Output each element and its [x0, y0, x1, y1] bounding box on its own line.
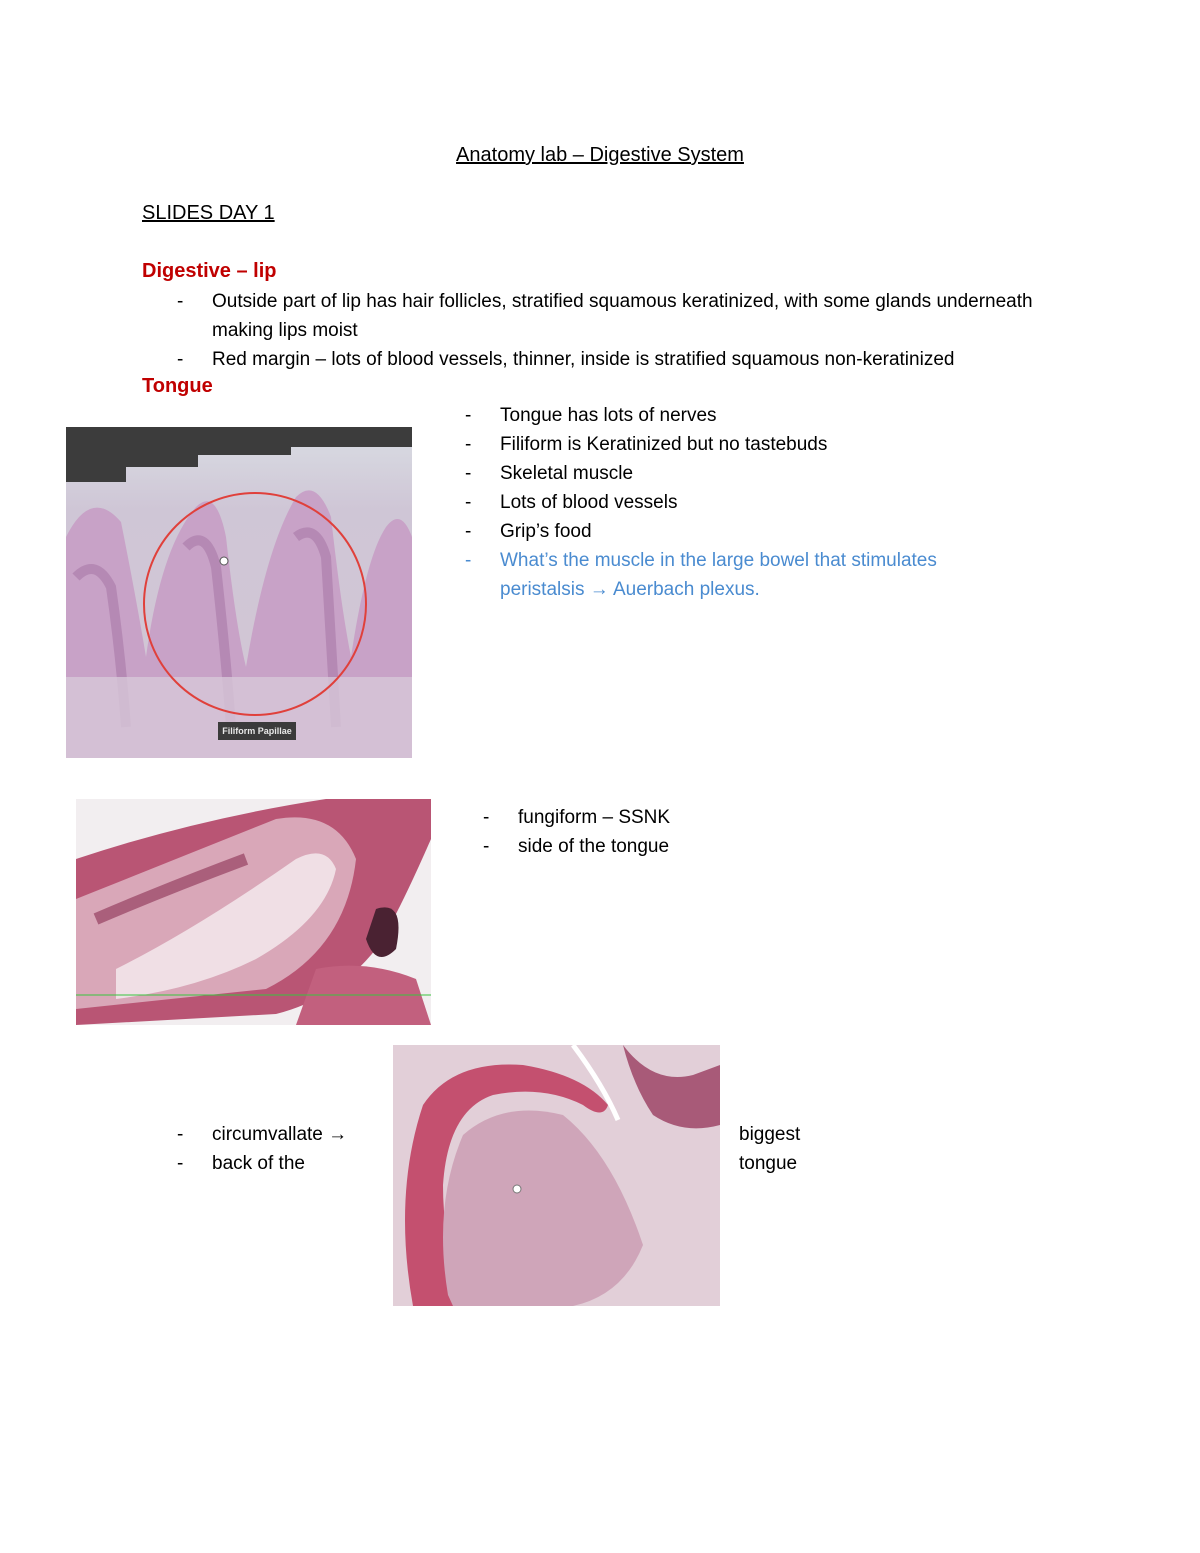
tongue-heading: Tongue — [142, 375, 213, 397]
fungiform-bullet-1: fungiform – SSNK — [518, 807, 671, 828]
tongue-bullet-5: Grip’s food — [500, 521, 592, 542]
fungiform-micrograph-art — [76, 799, 431, 1025]
dash-mark: - — [465, 550, 472, 571]
dash-mark: - — [465, 521, 472, 542]
dash-mark: - — [465, 463, 472, 484]
filiform-micrograph — [66, 427, 412, 758]
circumvallate-bullet-1: circumvallate → — [212, 1124, 348, 1145]
dash-mark: - — [177, 349, 184, 370]
tongue-bullet-4: Lots of blood vessels — [500, 492, 678, 513]
lip-heading: Digestive – lip — [142, 260, 277, 282]
list-item — [177, 345, 1072, 374]
dash-mark: - — [465, 492, 472, 513]
tongue-bullet-1: Tongue has lots of nerves — [500, 405, 717, 426]
filiform-label: Filiform Papillae — [218, 722, 296, 740]
fungiform-bullet-2: side of the tongue — [518, 836, 670, 857]
dash-mark: - — [483, 836, 490, 857]
section-heading: SLIDES DAY 1 — [142, 202, 275, 224]
dash-mark: - — [465, 405, 472, 426]
question-line-2: peristalsis → Auerbach plexus. — [500, 579, 760, 600]
question-item — [465, 546, 1120, 604]
fungiform-bullets — [483, 803, 918, 861]
list-item — [483, 832, 918, 861]
lip-bullet-1: Outside part of lip has hair follicles, stratified squamous keratinized, with some glands underneath making lips moist — [212, 291, 1033, 341]
dash-mark: - — [177, 291, 184, 312]
circumvallate-bullet-2: back of the — [212, 1153, 305, 1174]
list-item — [465, 488, 1120, 517]
circumvallate-continuation — [739, 1120, 800, 1178]
question-line-1: What’s the muscle in the large bowel that stimulates — [500, 550, 937, 571]
tongue-bullet-2: Filiform is Keratinized but no tastebuds — [500, 434, 828, 455]
filiform-micrograph-art — [66, 427, 412, 758]
dash-mark: - — [177, 1153, 184, 1174]
list-item — [465, 430, 1120, 459]
dash-mark: - — [483, 807, 490, 828]
continuation-word-1: biggest — [739, 1124, 801, 1145]
page-title: Anatomy lab – Digestive System — [456, 144, 744, 166]
continuation-word-2: tongue — [739, 1153, 798, 1174]
lip-bullet-2: Red margin – lots of blood vessels, thinner, inside is stratified squamous non-keratinized — [212, 349, 955, 370]
circumvallate-micrograph — [393, 1045, 720, 1306]
list-item — [483, 803, 918, 832]
list-item — [177, 287, 1072, 345]
list-item — [177, 1149, 382, 1178]
list-item — [465, 401, 1120, 430]
list-item — [465, 459, 1120, 488]
list-item — [465, 517, 1120, 546]
circumvallate-bullets — [177, 1120, 382, 1178]
list-item — [177, 1120, 382, 1149]
dash-mark: - — [177, 1124, 184, 1145]
tongue-bullets — [465, 401, 1120, 604]
tongue-bullet-3: Skeletal muscle — [500, 463, 634, 484]
fungiform-micrograph — [76, 799, 431, 1025]
lip-bullets — [177, 287, 1072, 374]
circumvallate-micrograph-art — [393, 1045, 720, 1306]
dash-mark: - — [465, 434, 472, 455]
